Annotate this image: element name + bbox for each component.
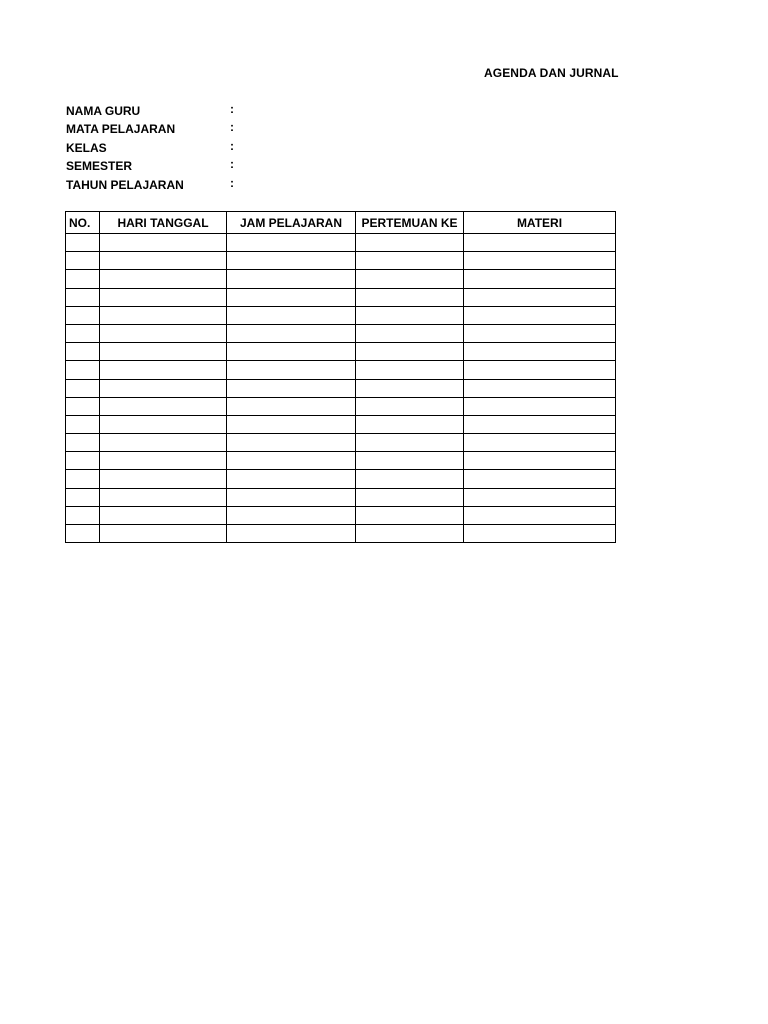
cell-jam-pelajaran: [227, 288, 356, 306]
cell-jam-pelajaran: [227, 415, 356, 433]
column-header-jam-pelajaran: JAM PELAJARAN: [227, 212, 356, 234]
cell-no: [66, 379, 100, 397]
table-row: [66, 361, 616, 379]
cell-materi: [464, 379, 616, 397]
cell-pertemuan-ke: [356, 288, 464, 306]
cell-hari-tanggal: [100, 452, 227, 470]
info-label: TAHUN PELAJARAN: [66, 177, 184, 192]
cell-jam-pelajaran: [227, 270, 356, 288]
cell-materi: [464, 252, 616, 270]
cell-materi: [464, 434, 616, 452]
cell-hari-tanggal: [100, 234, 227, 252]
table-row: [66, 434, 616, 452]
cell-jam-pelajaran: [227, 234, 356, 252]
table-row: [66, 470, 616, 488]
cell-materi: [464, 361, 616, 379]
cell-pertemuan-ke: [356, 470, 464, 488]
cell-jam-pelajaran: [227, 252, 356, 270]
table-row: [66, 379, 616, 397]
document-title: AGENDA DAN JURNAL: [484, 66, 619, 80]
cell-jam-pelajaran: [227, 361, 356, 379]
table-row: [66, 306, 616, 324]
cell-no: [66, 361, 100, 379]
info-label: KELAS: [66, 140, 107, 155]
cell-no: [66, 288, 100, 306]
cell-no: [66, 270, 100, 288]
cell-pertemuan-ke: [356, 415, 464, 433]
cell-pertemuan-ke: [356, 506, 464, 524]
cell-pertemuan-ke: [356, 434, 464, 452]
cell-hari-tanggal: [100, 397, 227, 415]
table-row: [66, 397, 616, 415]
cell-no: [66, 434, 100, 452]
cell-no: [66, 397, 100, 415]
cell-pertemuan-ke: [356, 252, 464, 270]
cell-no: [66, 415, 100, 433]
cell-no: [66, 525, 100, 543]
cell-materi: [464, 525, 616, 543]
cell-pertemuan-ke: [356, 452, 464, 470]
table-row: [66, 525, 616, 543]
cell-jam-pelajaran: [227, 525, 356, 543]
table-row: [66, 452, 616, 470]
cell-materi: [464, 324, 616, 342]
cell-hari-tanggal: [100, 525, 227, 543]
info-separator: :: [230, 138, 234, 153]
cell-materi: [464, 343, 616, 361]
cell-jam-pelajaran: [227, 379, 356, 397]
cell-materi: [464, 488, 616, 506]
cell-jam-pelajaran: [227, 397, 356, 415]
cell-materi: [464, 270, 616, 288]
column-header-pertemuan-ke: PERTEMUAN KE: [356, 212, 464, 234]
cell-jam-pelajaran: [227, 434, 356, 452]
cell-pertemuan-ke: [356, 270, 464, 288]
table-row: [66, 343, 616, 361]
cell-materi: [464, 506, 616, 524]
cell-pertemuan-ke: [356, 324, 464, 342]
table-row: [66, 288, 616, 306]
cell-materi: [464, 397, 616, 415]
cell-materi: [464, 470, 616, 488]
cell-jam-pelajaran: [227, 343, 356, 361]
cell-jam-pelajaran: [227, 506, 356, 524]
cell-pertemuan-ke: [356, 397, 464, 415]
cell-hari-tanggal: [100, 288, 227, 306]
cell-hari-tanggal: [100, 434, 227, 452]
info-label: NAMA GURU: [66, 104, 141, 118]
cell-hari-tanggal: [100, 470, 227, 488]
cell-no: [66, 306, 100, 324]
cell-hari-tanggal: [100, 324, 227, 342]
info-label: SEMESTER: [66, 159, 133, 174]
table-row: [66, 324, 616, 342]
cell-materi: [464, 306, 616, 324]
cell-jam-pelajaran: [227, 488, 356, 506]
info-label: MATA PELAJARAN: [66, 122, 176, 137]
column-header-materi: MATERI: [464, 212, 616, 234]
cell-jam-pelajaran: [227, 470, 356, 488]
cell-no: [66, 452, 100, 470]
cell-no: [66, 252, 100, 270]
cell-hari-tanggal: [100, 488, 227, 506]
info-separator: :: [230, 175, 234, 190]
cell-hari-tanggal: [100, 270, 227, 288]
cell-jam-pelajaran: [227, 452, 356, 470]
cell-no: [66, 506, 100, 524]
info-separator: :: [230, 102, 234, 116]
cell-pertemuan-ke: [356, 306, 464, 324]
info-separator: :: [230, 157, 234, 172]
table-row: [66, 270, 616, 288]
cell-hari-tanggal: [100, 379, 227, 397]
cell-hari-tanggal: [100, 506, 227, 524]
cell-hari-tanggal: [100, 343, 227, 361]
journal-table-body: [66, 234, 616, 543]
table-row: [66, 252, 616, 270]
table-row: [66, 415, 616, 433]
table-row: [66, 488, 616, 506]
journal-table: [65, 211, 616, 543]
column-header-no: NO.: [66, 212, 100, 234]
cell-pertemuan-ke: [356, 234, 464, 252]
cell-no: [66, 488, 100, 506]
info-separator: :: [230, 120, 234, 135]
cell-materi: [464, 234, 616, 252]
cell-no: [66, 324, 100, 342]
cell-materi: [464, 288, 616, 306]
cell-pertemuan-ke: [356, 361, 464, 379]
cell-no: [66, 470, 100, 488]
cell-materi: [464, 415, 616, 433]
cell-hari-tanggal: [100, 306, 227, 324]
cell-pertemuan-ke: [356, 488, 464, 506]
table-row: [66, 506, 616, 524]
column-header-hari-tanggal: HARI TANGGAL: [100, 212, 227, 234]
cell-hari-tanggal: [100, 361, 227, 379]
cell-no: [66, 234, 100, 252]
cell-jam-pelajaran: [227, 324, 356, 342]
table-header-row: [66, 212, 616, 234]
cell-hari-tanggal: [100, 415, 227, 433]
cell-no: [66, 343, 100, 361]
cell-pertemuan-ke: [356, 343, 464, 361]
cell-hari-tanggal: [100, 252, 227, 270]
cell-materi: [464, 452, 616, 470]
cell-pertemuan-ke: [356, 379, 464, 397]
table-row: [66, 234, 616, 252]
cell-jam-pelajaran: [227, 306, 356, 324]
cell-pertemuan-ke: [356, 525, 464, 543]
